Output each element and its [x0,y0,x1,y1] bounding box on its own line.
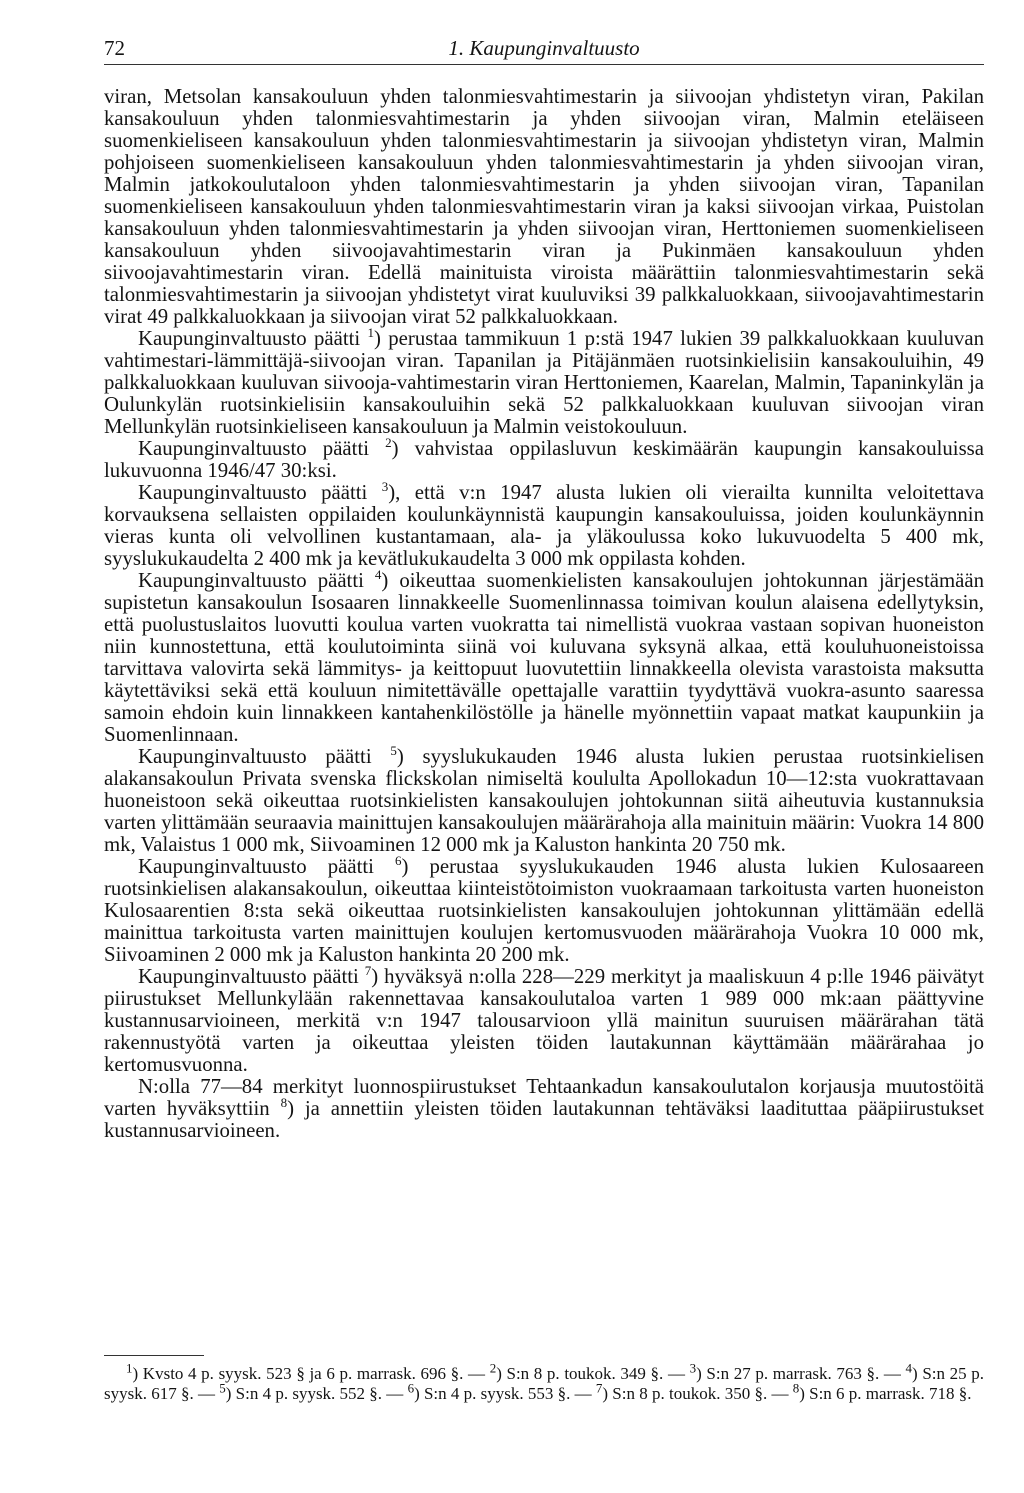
footnote-text: ) Kvsto 4 p. syysk. 523 § ja 6 p. marrask. 696 §. — [132,1364,490,1383]
paragraph-text: ) oikeuttaa suomenkielisten kansakoulujen johtokunnan järjestämään supistetun kansakoulun Isosaaren linnakkeelle Suomenlinnassa toimivan koulun alaisena edellytyksin, että puolustuslaitos luovutti koulua varten vuokratta tai nimellistä vuokraa vastaan sopivan huoneiston niin kunnostettuna, että koulutoiminta siinä voi kuluvana syksynä alkaa, että kouluhuoneistoissa tarvittava valovirta sekä lämmitys- ja keittopuut luovutettiin linnakkeella olevista varastoista maksutta käytettäviksi sekä että kouluun nimitettävälle opettajalle varattiin tyydyttävä vuokra-asunto saaressa samoin ehdoin kuin linnakkeen kantahenkilöstölle ja hänelle myönnettiin vapaat matkat kaupunkiin ja Suomenlinnaan. [104,569,984,746]
footnote-number: 6 [407,1380,415,1396]
paragraph-text: ) vahvistaa oppilasluvun keskimäärän kaupungin kansakouluissa lukuvuonna 1946/47 30:ksi. [104,437,984,482]
paragraph-text: ) perustaa syyslukukauden 1946 alusta lukien Kulosaareen ruotsinkielisen alakansakoulun, oikeuttaa kiinteistötoimiston vuokraamaan tarkoitusta varten huoneiston Kulosaarentien 8:sta sekä oikeuttaa ruotsinkielisten kansakoulujen johtokunnan ylittämään edellä mainittua tarkoitusta varten mainittujen koulujen kertomusvuoden määrärahoja Vuokra 10 000 mk, Siivoaminen 2 000 mk ja Kaluston hankinta 20 200 mk. [104,855,985,966]
footnote-ref: 7 [364,963,372,979]
footnote-text: ) S:n 6 p. marrask. 718 §. [799,1384,972,1403]
paragraph-text: viran, Metsolan kansakouluun yhden talonmiesvahtimestarin ja siivoojan yhdistetyn viran, Pakilan kansakouluun yhden talonmiesvahtimestarin ja yhden siivoojan viran, Malmin eteläiseen suomenkieliseen kansakouluun yhden talonmiesvahtimestarin ja siivoojan yhdistetyn viran, Malmin pohjoiseen suomenkieliseen kansakouluun yhden talonmiesvahtimestarin ja yhden siivoojan viran, Malmin jatkokoulutaloon yhden talonmiesvahtimestarin ja yhden siivoojan viran, Tapanilan suomenkieliseen kansakouluun yhden talonmiesvahtimestarin viran ja kaksi siivoojan virkaa, Puistolan kansakouluun yhden talonmiesvahtimestarin ja yhden siivoojan viran, Herttoniemen suomenkieliseen kansakouluun yhden siivoojavahtimestarin viran ja Pukinmäen kansakouluun yhden siivoojavahtimestarin viran. Edellä mainituista viroista määrättiin talonmiesvahtimestarin sekä talonmiesvahtimestarin ja siivoojan yhdistetyt virat kuuluviksi 39 palkkaluokkaan, siivoojavahtimestarin virat 49 palkkaluokkaan ja siivoojan virat 52 palkkaluokkaan. [104,85,984,328]
paragraph [104,435,984,482]
paragraph [104,743,985,856]
paragraph-text: Kaupunginvaltuusto päätti [138,965,365,988]
footnote-text: ) S:n 4 p. syysk. 553 §. — [414,1384,596,1403]
footnote-ref: 4 [374,567,382,583]
footnote-number: 5 [219,1380,226,1396]
footnote-ref: 6 [394,853,402,869]
paragraph [104,86,984,328]
footnote-number: 1 [126,1360,133,1376]
footnote-number: 4 [905,1360,913,1376]
footnote-text: ) S:n 8 p. toukok. 349 §. — [496,1364,690,1383]
page-header [104,30,984,65]
paragraph [104,853,985,966]
paragraph-text: Kaupunginvaltuusto päätti [138,327,368,350]
footnote-text: ) S:n 27 p. marrask. 763 §. — [696,1364,906,1383]
paragraph [104,325,984,438]
body-text [104,86,984,1142]
paragraph-text: Kaupunginvaltuusto päätti [138,855,395,878]
paragraph [104,567,984,746]
footnote-ref: 8 [280,1095,288,1111]
footnote-number: 2 [489,1360,497,1376]
paragraph-text: Kaupunginvaltuusto päätti [138,437,386,460]
footnote-number: 7 [595,1380,603,1396]
paragraph-text: ) syyslukukauden 1946 alusta lukien perustaa ruotsinkielisen alakansakoulun Privata svenska flickskolan nimiseltä koululta Apollokadun 10—12:sta vuokrattavaan huoneistoon sekä oikeuttaa ruotsinkielisten kansakoulujen johtokunnan siitä aiheutuvia kustannuksia varten ylittämään seuraavia mainittujen kansakoulujen määrärahoja alla mainituin määrin: Vuokra 14 800 mk, Valaistus 1 000 mk, Siivoaminen 12 000 mk ja Kaluston hankinta 20 750 mk. [104,745,985,856]
footnote-divider [104,1355,204,1356]
page-number: 72 [104,36,125,60]
footnote-ref: 1 [367,325,375,341]
footnote-text: ) S:n 4 p. syysk. 552 §. — [225,1384,408,1403]
footnote-ref: 5 [390,743,397,759]
paragraph-text: N:olla 77—84 merkityt luonnospiirustukset Tehtaankadun kansakoulutalon korjausja muutostöitä varten hyväksyttiin [104,1075,984,1120]
footnote-number: 8 [792,1380,800,1396]
footnote-text: ) S:n 8 p. toukok. 350 §. — [602,1384,793,1403]
paragraph-text: Kaupunginvaltuusto päätti [138,569,375,592]
paragraph-text: ) perustaa tammikuun 1 p:stä 1947 lukien 39 palkkaluokkaan kuuluvan vahtimestari-lämmittäjä-siivoojan viran. Tapanilan ja Pitäjänmäen ruotsinkielisiin kansakouluihin, 49 palkkaluokkaan kuuluvan siivooja-vahtimestarin viran Herttoniemen, Kaarelan, Malmin, Tapaninkylän ja Oulunkylän ruotsinkielisiin kansakouluihin sekä 52 palkkaluokkaan kuuluvan siivoojan viran Mellunkylän ruotsinkieliseen kansakouluun ja Malmin veistokouluun. [104,327,984,438]
footnote-ref: 2 [385,435,392,451]
paragraph [104,963,984,1076]
footnote-text: ) S:n 25 p. syysk. 617 §. — [104,1364,985,1403]
paragraph-text: ) ja annettiin yleisten töiden lautakunnan tehtäväksi laadituttaa pääpiirustukset kustannusarvioineen. [104,1097,984,1142]
paragraph-text: Kaupunginvaltuusto päätti [138,745,391,768]
paragraph [104,479,984,570]
paragraph-text: ) hyväksyä n:olla 228—229 merkityt ja maaliskuun 4 p:lle 1946 päivätyt piirustukset Mellunkylään rakennettavaa kansakoulutaloa varten 1 989 000 mk:aan päättyvine kustannusarvioineen, merkitä v:n 1947 talousarvioon yllä mainitun suuruisen määrärahan tätä rakennustyötä varten ja oikeuttaa yleisten töiden lautakunnan käyttämään määrärahaa jo kertomusvuonna. [104,965,984,1076]
paragraph-text: ), että v:n 1947 alusta lukien oli vierailta kunnilta veloitettava korvauksena sellaisten oppilaiden koulunkäynnistä kaupungin kansakouluissa, joiden koulunkäynnin vieras kunta oli velvollinen kustantamaan, ala- ja yläkoulussa koko lukuvuodelta 5 400 mk, syyslukukaudelta 2 400 mk ja kevätlukukaudelta 3 000 mk oppilasta kohden. [104,481,984,570]
running-title: 1. Kaupunginvaltuusto [448,36,640,60]
paragraph-text: Kaupunginvaltuusto päätti [138,481,382,504]
footnote-ref: 3 [381,479,389,495]
footnotes [104,1360,985,1404]
footnote-number: 3 [689,1360,697,1376]
paragraph [104,1076,984,1142]
